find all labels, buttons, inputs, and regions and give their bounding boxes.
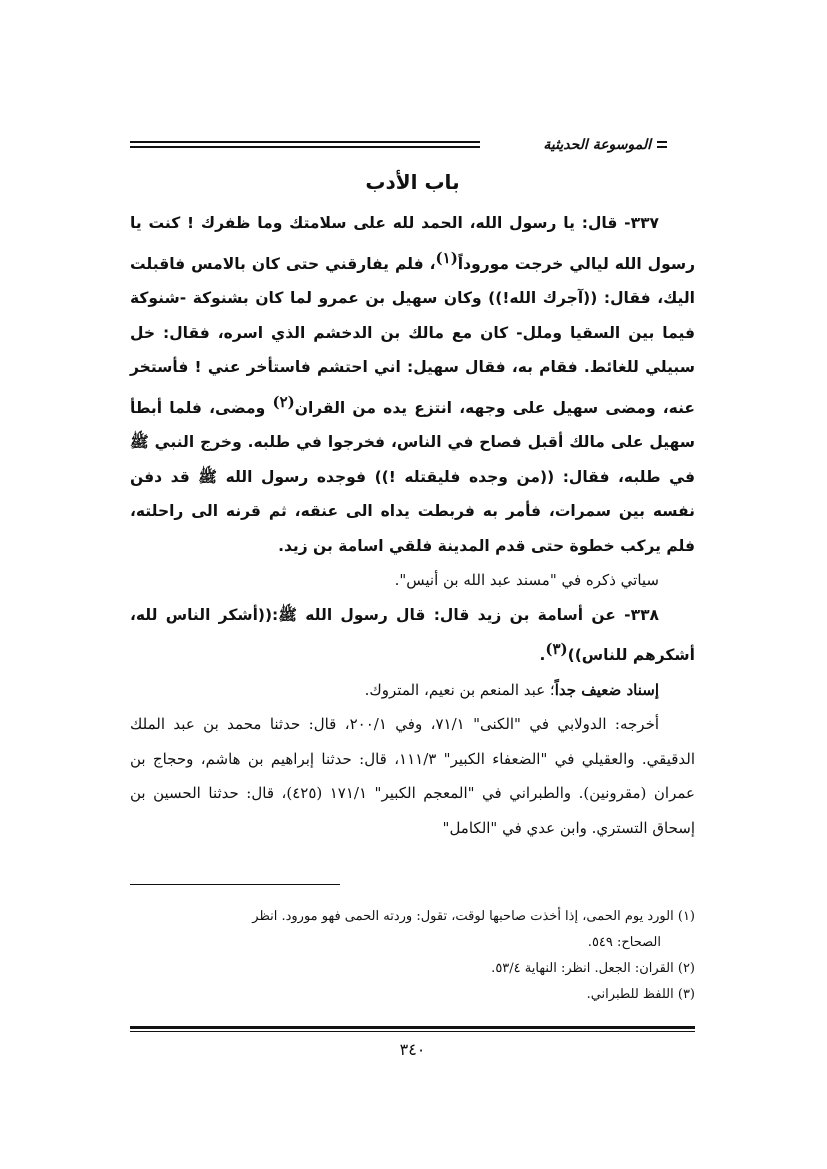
footnotes <box>130 904 695 1008</box>
hadith-338 <box>130 598 695 673</box>
header-title: الموسوعة الحديثية <box>537 132 657 158</box>
page-number: ٣٤٠ <box>399 1040 426 1059</box>
header-rule-long-bottom <box>130 146 480 148</box>
isnad-label: إسناد ضعيف جداً <box>554 680 659 699</box>
footnote-ref-1: (١) <box>435 248 458 267</box>
main-text <box>130 206 695 845</box>
footnote-separator <box>130 884 340 885</box>
footnote-ref-3: (٣) <box>545 640 568 659</box>
hadith-338-end: . <box>539 646 546 665</box>
bottom-rule-thin <box>130 1031 695 1032</box>
hadith-337-part-b: ، فلم يفارقني حتى كان بالامس فاقبلت اليك، فقال: ((آجرك الله!)) وكان سهيل بن عمرو لما كان بشنوكة -شنوكة فيما بين السقيا وملل- كان مع مالك بن الدخشم الذي اسره، فقال: خل سبيلي للغائط. فقام به، فقال سهيل: اني احتشم فاستأخر عني ! فأستخر عنه، ومضى سهيل على وجهه، انتزع يده من القران <box>130 254 695 417</box>
takhrij-paragraph: أخرجه: الدولابي في "الكنى" ٧١/١، وفي ٢٠٠/١، قال: حدثنا محمد بن عبد الملك الدقيقي. والعقيلي في "الضعفاء الكبير" ١١١/٣، قال: حدثنا إبراهيم بن هاشم، وحجاج بن عمران (مقرونين). والطبراني في "المعجم الكبير" ١٧١/١ (٤٢٥)، قال: حدثنا الحسين بن إسحاق التستري. وابن عدي في "الكامل" <box>130 715 696 837</box>
footnote-3: (٣) اللفظ للطبراني. <box>586 987 695 1002</box>
note-musnad: سياتي ذكره في "مسند عبد الله بن أنيس". <box>394 571 659 590</box>
hadith-337-part-c: ومضى، فلما أبطأ سهيل على مالك أقبل فصاح في الناس، فخرجوا في طلبه. وخرج النبي ﷺ في طلبه، فقال: ((من وجده فليقتله !)) فوجده رسول الله ﷺ قد دفن نفسه بين سمرات، فأمر به فربطت يداه الى عنقه، ثم قرنه الى راحلته، فلم يركب خطوة حتى قدم المدينة فلقي اسامة بن زيد. <box>130 398 695 555</box>
bottom-rule-thick <box>130 1026 695 1029</box>
footnote-ref-2: (٢) <box>272 392 295 411</box>
isnad-grading <box>130 673 695 708</box>
header-rule-long-top <box>130 141 480 143</box>
chapter-title: باب الأدب <box>365 170 460 194</box>
hadith-337-part-a: ٣٣٧- قال: يا رسول الله، الحمد لله على سلامتك وما ظفرك ! كنت يا رسول الله ليالي خرجت موروداً <box>130 214 695 273</box>
isnad-rest: ؛ عبد المنعم بن نعيم، المتروك. <box>364 680 555 699</box>
hadith-338-text: ٣٣٨- عن أسامة بن زيد قال: قال رسول الله ﷺ:((أشكر الناس لله، أشكرهم للناس)) <box>130 605 695 665</box>
footnote-1: (١) الورد يوم الحمى، إذا أخذت صاحبها لوقت، تقول: وردته الحمى فهو مورود. انظر <box>252 909 695 924</box>
hadith-337 <box>130 206 695 563</box>
footnote-2: (٢) القران: الجعل. انظر: النهاية ٥٣/٤. <box>491 961 695 976</box>
page <box>130 120 695 1080</box>
running-header <box>130 132 695 158</box>
footnote-1-continued: الصحاح: ٥٤٩. <box>587 935 661 950</box>
